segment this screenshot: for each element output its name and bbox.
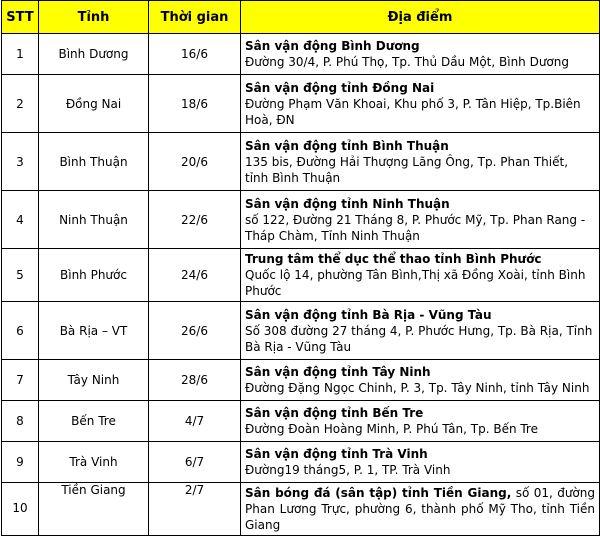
location-name: Sân vận động tỉnh Ninh Thuận xyxy=(245,196,450,211)
row-tinh: Ninh Thuận xyxy=(39,191,149,249)
row-tinh: Tây Ninh xyxy=(39,360,149,401)
row-thoi-gian: 26/6 xyxy=(149,302,241,360)
location-address: Đường Đoàn Hoàng Minh, P. Phú Tân, Tp. Bến Tre xyxy=(245,422,538,436)
row-thoi-gian: 16/6 xyxy=(149,34,241,75)
row-tinh: Trà Vinh xyxy=(39,442,149,483)
row-tinh: Bình Dương xyxy=(39,34,149,75)
row-thoi-gian: 28/6 xyxy=(149,360,241,401)
table-row xyxy=(2,191,600,249)
row-dia-diem xyxy=(241,360,600,401)
location-address: Đường Đặng Ngọc Chinh, P. 3, Tp. Tây Ninh, tỉnh Tây Ninh xyxy=(245,381,590,395)
row-dia-diem xyxy=(241,483,600,536)
row-stt: 4 xyxy=(2,191,39,249)
location-name: Sân vận động tỉnh Bà Rịa - Vũng Tàu xyxy=(245,307,492,322)
row-stt: 1 xyxy=(2,34,39,75)
location-name: Sân vận động tỉnh Tây Ninh xyxy=(245,365,431,379)
row-stt: 8 xyxy=(2,401,39,442)
header-tinh: Tỉnh xyxy=(39,1,149,34)
header-thoi-gian: Thời gian xyxy=(149,1,241,34)
row-thoi-gian: 20/6 xyxy=(149,133,241,191)
location-address: số 122, Đường 21 Tháng 8, P. Phước Mỹ, Tp. Phan Rang - Tháp Chàm, Tỉnh Ninh Thuận xyxy=(245,212,586,243)
row-thoi-gian: 2/7 xyxy=(149,483,241,536)
row-dia-diem xyxy=(241,191,600,249)
row-dia-diem xyxy=(241,442,600,483)
row-stt: 5 xyxy=(2,249,39,302)
row-dia-diem xyxy=(241,133,600,191)
location-name: Sân vận động Bình Dương xyxy=(245,39,420,53)
row-tinh: Bình Thuận xyxy=(39,133,149,191)
row-tinh: Đồng Nai xyxy=(39,75,149,133)
location-address: Đường 30/4, P. Phú Thọ, Tp. Thủ Dầu Một, Bình Dương xyxy=(245,55,569,69)
location-name: Sân vận động tỉnh Bến Tre xyxy=(245,406,424,420)
row-stt: 9 xyxy=(2,442,39,483)
row-stt: 6 xyxy=(2,302,39,360)
row-thoi-gian: 4/7 xyxy=(149,401,241,442)
row-thoi-gian: 18/6 xyxy=(149,75,241,133)
location-address: 135 bis, Đường Hải Thượng Lãng Ông, Tp. Phan Thiết, tỉnh Bình Thuận xyxy=(245,154,569,185)
location-name: Sân vận động tỉnh Bình Thuận xyxy=(245,138,449,153)
table-row xyxy=(2,133,600,191)
location-name: Trung tâm thể dục thể thao tỉnh Bình Phước xyxy=(245,252,542,266)
location-name: Sân bóng đá (sân tập) tỉnh Tiền Giang, xyxy=(245,486,512,500)
location-name: Sân vận động tỉnh Đồng Nai xyxy=(245,80,435,95)
location-address: Số 308 đường 27 tháng 4, P. Phước Hưng, Tp. Bà Rịa, Tỉnh Bà Rịa - Vũng Tàu xyxy=(245,323,593,354)
table-row xyxy=(2,249,600,302)
row-tinh: Bến Tre xyxy=(39,401,149,442)
row-dia-diem xyxy=(241,302,600,360)
table-row xyxy=(2,302,600,360)
row-dia-diem xyxy=(241,75,600,133)
location-address: Đường19 tháng5, P. 1, TP. Trà Vinh xyxy=(245,463,451,477)
location-address: số 01, đường Phan Lương Trực, phường 6, thành phố Mỹ Tho, tỉnh Tiền Giang xyxy=(245,486,595,532)
table-row xyxy=(2,75,600,133)
table-row xyxy=(2,360,600,401)
row-dia-diem xyxy=(241,34,600,75)
location-address: Quốc lộ 14, phường Tân Bình,Thị xã Đồng Xoài, tỉnh Bình Phước xyxy=(245,268,586,298)
row-stt: 3 xyxy=(2,133,39,191)
row-tinh: Bà Rịa – VT xyxy=(39,302,149,360)
row-stt: 2 xyxy=(2,75,39,133)
row-stt: 7 xyxy=(2,360,39,401)
table-row xyxy=(2,442,600,483)
row-dia-diem xyxy=(241,249,600,302)
location-address: Đường Phạm Văn Khoai, Khu phố 3, P. Tân Hiệp, Tp.Biên Hoà, ĐN xyxy=(245,96,581,127)
row-tinh: Bình Phước xyxy=(39,249,149,302)
location-name: Sân vận động tỉnh Trà Vinh xyxy=(245,447,428,461)
row-dia-diem xyxy=(241,401,600,442)
row-thoi-gian: 22/6 xyxy=(149,191,241,249)
header-stt: STT xyxy=(2,1,39,34)
row-tinh: Tiền Giang xyxy=(39,483,149,536)
schedule-table xyxy=(1,0,600,536)
row-thoi-gian: 24/6 xyxy=(149,249,241,302)
header-row xyxy=(2,1,600,34)
table-row xyxy=(2,34,600,75)
header-dia-diem: Địa điểm xyxy=(241,1,600,34)
row-stt-text: 10 xyxy=(12,501,28,515)
row-thoi-gian: 6/7 xyxy=(149,442,241,483)
table-row xyxy=(2,401,600,442)
table-row xyxy=(2,483,600,536)
row-stt xyxy=(2,483,39,536)
